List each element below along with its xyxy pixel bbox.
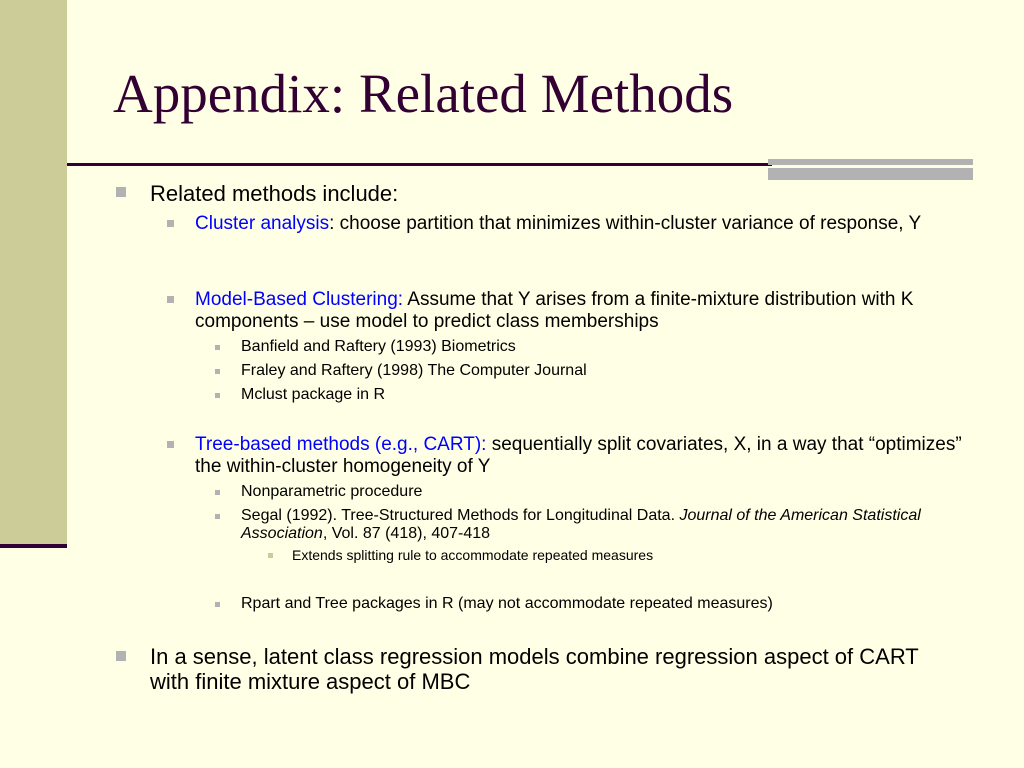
item-rpart-tree: Rpart and Tree packages in R (may not accommodate repeated measures) <box>241 595 773 612</box>
bullet-square-icon <box>167 296 174 303</box>
title-underline <box>67 163 772 166</box>
desc-model-based-clustering: Assume that Y arises from a finite-mixture distribution with K components – use model to predict class memberships <box>195 289 914 332</box>
ref-segal-journal: Journal of the American Statistical Association <box>241 507 921 543</box>
bullet-cluster-analysis <box>195 213 965 235</box>
ref-banfield-raftery: Banfield and Raftery (1993) Biometrics <box>241 338 516 355</box>
ref-segal-text: Segal (1992). Tree-Structured Methods for Longitudinal Data. <box>241 507 680 524</box>
item-splitting-rule: Extends splitting rule to accommodate repeated measures <box>292 547 654 563</box>
left-decor-rule <box>0 544 67 548</box>
bullet-related-methods: Related methods include: <box>150 181 399 206</box>
term-tree-based-methods: Tree-based methods (e.g., CART): <box>195 434 487 455</box>
bullet-square-icon <box>268 553 273 558</box>
bullet-square-icon <box>167 441 174 448</box>
item-nonparametric: Nonparametric procedure <box>241 483 423 500</box>
bullet-square-icon <box>116 187 126 197</box>
bullet-square-icon <box>167 220 174 227</box>
ref-segal <box>241 507 941 544</box>
bullet-square-icon <box>215 514 220 519</box>
bullet-model-based-clustering <box>195 289 965 333</box>
bullet-latent-class: In a sense, latent class regression models combine regression aspect of CART with finite mixture aspect of MBC <box>150 644 919 695</box>
left-decor-band <box>0 0 67 545</box>
bullet-square-icon <box>215 602 220 607</box>
bullet-square-icon <box>215 369 220 374</box>
ref-mclust: Mclust package in R <box>241 386 386 403</box>
ref-segal-volume: , Vol. 87 (418), 407-418 <box>322 525 491 543</box>
desc-tree-based-methods: sequentially split covariates, X, in a way that “optimizes” the within-cluster homogeneity of Y <box>195 434 962 477</box>
accent-bar-1 <box>768 159 973 165</box>
ref-fraley-raftery: Fraley and Raftery (1998) The Computer Journal <box>241 362 587 379</box>
bullet-square-icon <box>215 490 220 495</box>
bullet-square-icon <box>215 393 220 398</box>
desc-cluster-analysis: : choose partition that minimizes within-cluster variance of response, Y <box>329 213 922 234</box>
accent-bar-3 <box>768 174 973 180</box>
bullet-tree-based-methods <box>195 434 965 478</box>
term-model-based-clustering: Model-Based Clustering: <box>195 289 404 310</box>
bullet-square-icon <box>116 651 126 661</box>
bullet-square-icon <box>215 345 220 350</box>
term-cluster-analysis: Cluster analysis <box>195 213 330 234</box>
slide-title: Appendix: Related Methods <box>113 63 734 124</box>
